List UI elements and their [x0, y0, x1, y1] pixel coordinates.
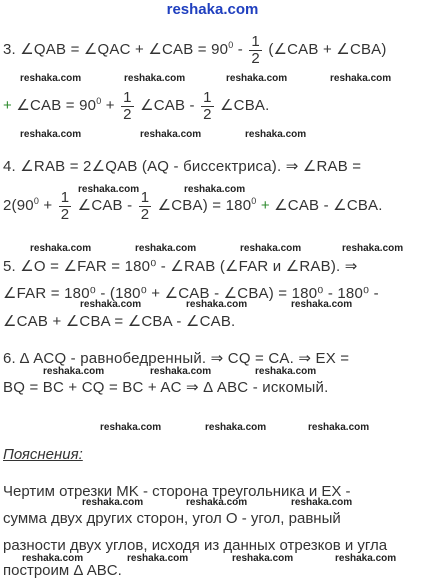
step4-line2: $2(90^0$ + $\frac{1}{2}$ ∠CAB - $\frac{1}{2}$ ∠CBA) = $180^0$ + ∠CAB - ∠CBA.	[3, 189, 383, 223]
step3-line1: 3. ∠QAB = ∠QAC + ∠CAB = $90^0$ - $\frac{1}{2}$ (∠CAB + ∠CBA)	[3, 33, 387, 67]
watermark: reshaka.com	[205, 422, 267, 433]
step3-line2: + ∠CAB = $90^0$ + $\frac{1}{2}$ ∠CAB - $\frac{1}{2}$ ∠CBA.	[3, 89, 270, 123]
watermark: reshaka.com	[140, 129, 202, 140]
watermark: reshaka.com	[186, 497, 248, 508]
step6-line2: BQ = BC + CQ = BC + AC ⇒ Δ ABC - искомый.	[3, 379, 329, 396]
step5-line1: 5. ∠O = ∠FAR = 180⁰ - ∠RAB (∠FAR и ∠RAB). ⇒	[3, 258, 358, 275]
watermark: reshaka.com	[308, 422, 370, 433]
watermark: reshaka.com	[226, 73, 288, 84]
watermark: reshaka.com	[255, 366, 317, 377]
watermark: reshaka.com	[80, 299, 142, 310]
fraction: $\frac{1}{2}$	[60, 189, 70, 223]
watermark: reshaka.com	[291, 497, 353, 508]
watermark: reshaka.com	[135, 243, 197, 254]
watermark: reshaka.com	[124, 73, 186, 84]
fraction: $\frac{1}{2}$	[140, 189, 150, 223]
step4-line1: 4. ∠RAB = 2∠QAB (AQ - биссектриса). ⇒ ∠RAB =	[3, 158, 362, 175]
step6-line1: 6. Δ ACQ - равнобедренный. ⇒ CQ = CA. ⇒ EX =	[3, 350, 350, 367]
explanation-line4: построим Δ ABC.	[3, 562, 122, 579]
explanation-line2: сумма двух других сторон, угол O - угол, равный	[3, 510, 341, 527]
fraction: $\frac{1}{2}$	[251, 33, 260, 67]
watermark: reshaka.com	[342, 243, 404, 254]
watermark: reshaka.com	[184, 184, 246, 195]
watermark: reshaka.com	[100, 422, 162, 433]
watermark: reshaka.com	[78, 184, 140, 195]
watermark: reshaka.com	[30, 243, 92, 254]
watermark: reshaka.com	[335, 553, 397, 564]
explanation-line3: разности двух углов, исходя из данных отрезков и угла	[3, 537, 388, 554]
watermark: reshaka.com	[127, 553, 189, 564]
fraction: $\frac{1}{2}$	[203, 89, 212, 123]
watermark: reshaka.com	[150, 366, 212, 377]
site-title[interactable]: reshaka.com	[166, 1, 259, 18]
explanation-line1: Чертим отрезки MK - сторона треугольника и EX -	[3, 483, 351, 500]
watermark: reshaka.com	[82, 497, 144, 508]
watermark: reshaka.com	[245, 129, 307, 140]
step5-line2: ∠FAR = 180⁰ - (180⁰ + ∠CAB - ∠CBA) = 180⁰ - 180⁰ -	[3, 285, 379, 302]
fraction: $\frac{1}{2}$	[123, 89, 132, 123]
watermark: reshaka.com	[43, 366, 105, 377]
watermark: reshaka.com	[22, 553, 84, 564]
watermark: reshaka.com	[20, 129, 82, 140]
watermark: reshaka.com	[232, 553, 294, 564]
watermark: reshaka.com	[240, 243, 302, 254]
watermark: reshaka.com	[330, 73, 392, 84]
watermark: reshaka.com	[186, 299, 248, 310]
explanation-heading: Пояснения:	[3, 446, 83, 463]
watermark: reshaka.com	[291, 299, 353, 310]
watermark: reshaka.com	[20, 73, 82, 84]
step5-line3: ∠CAB + ∠CBA = ∠CBA - ∠CAB.	[3, 313, 236, 330]
